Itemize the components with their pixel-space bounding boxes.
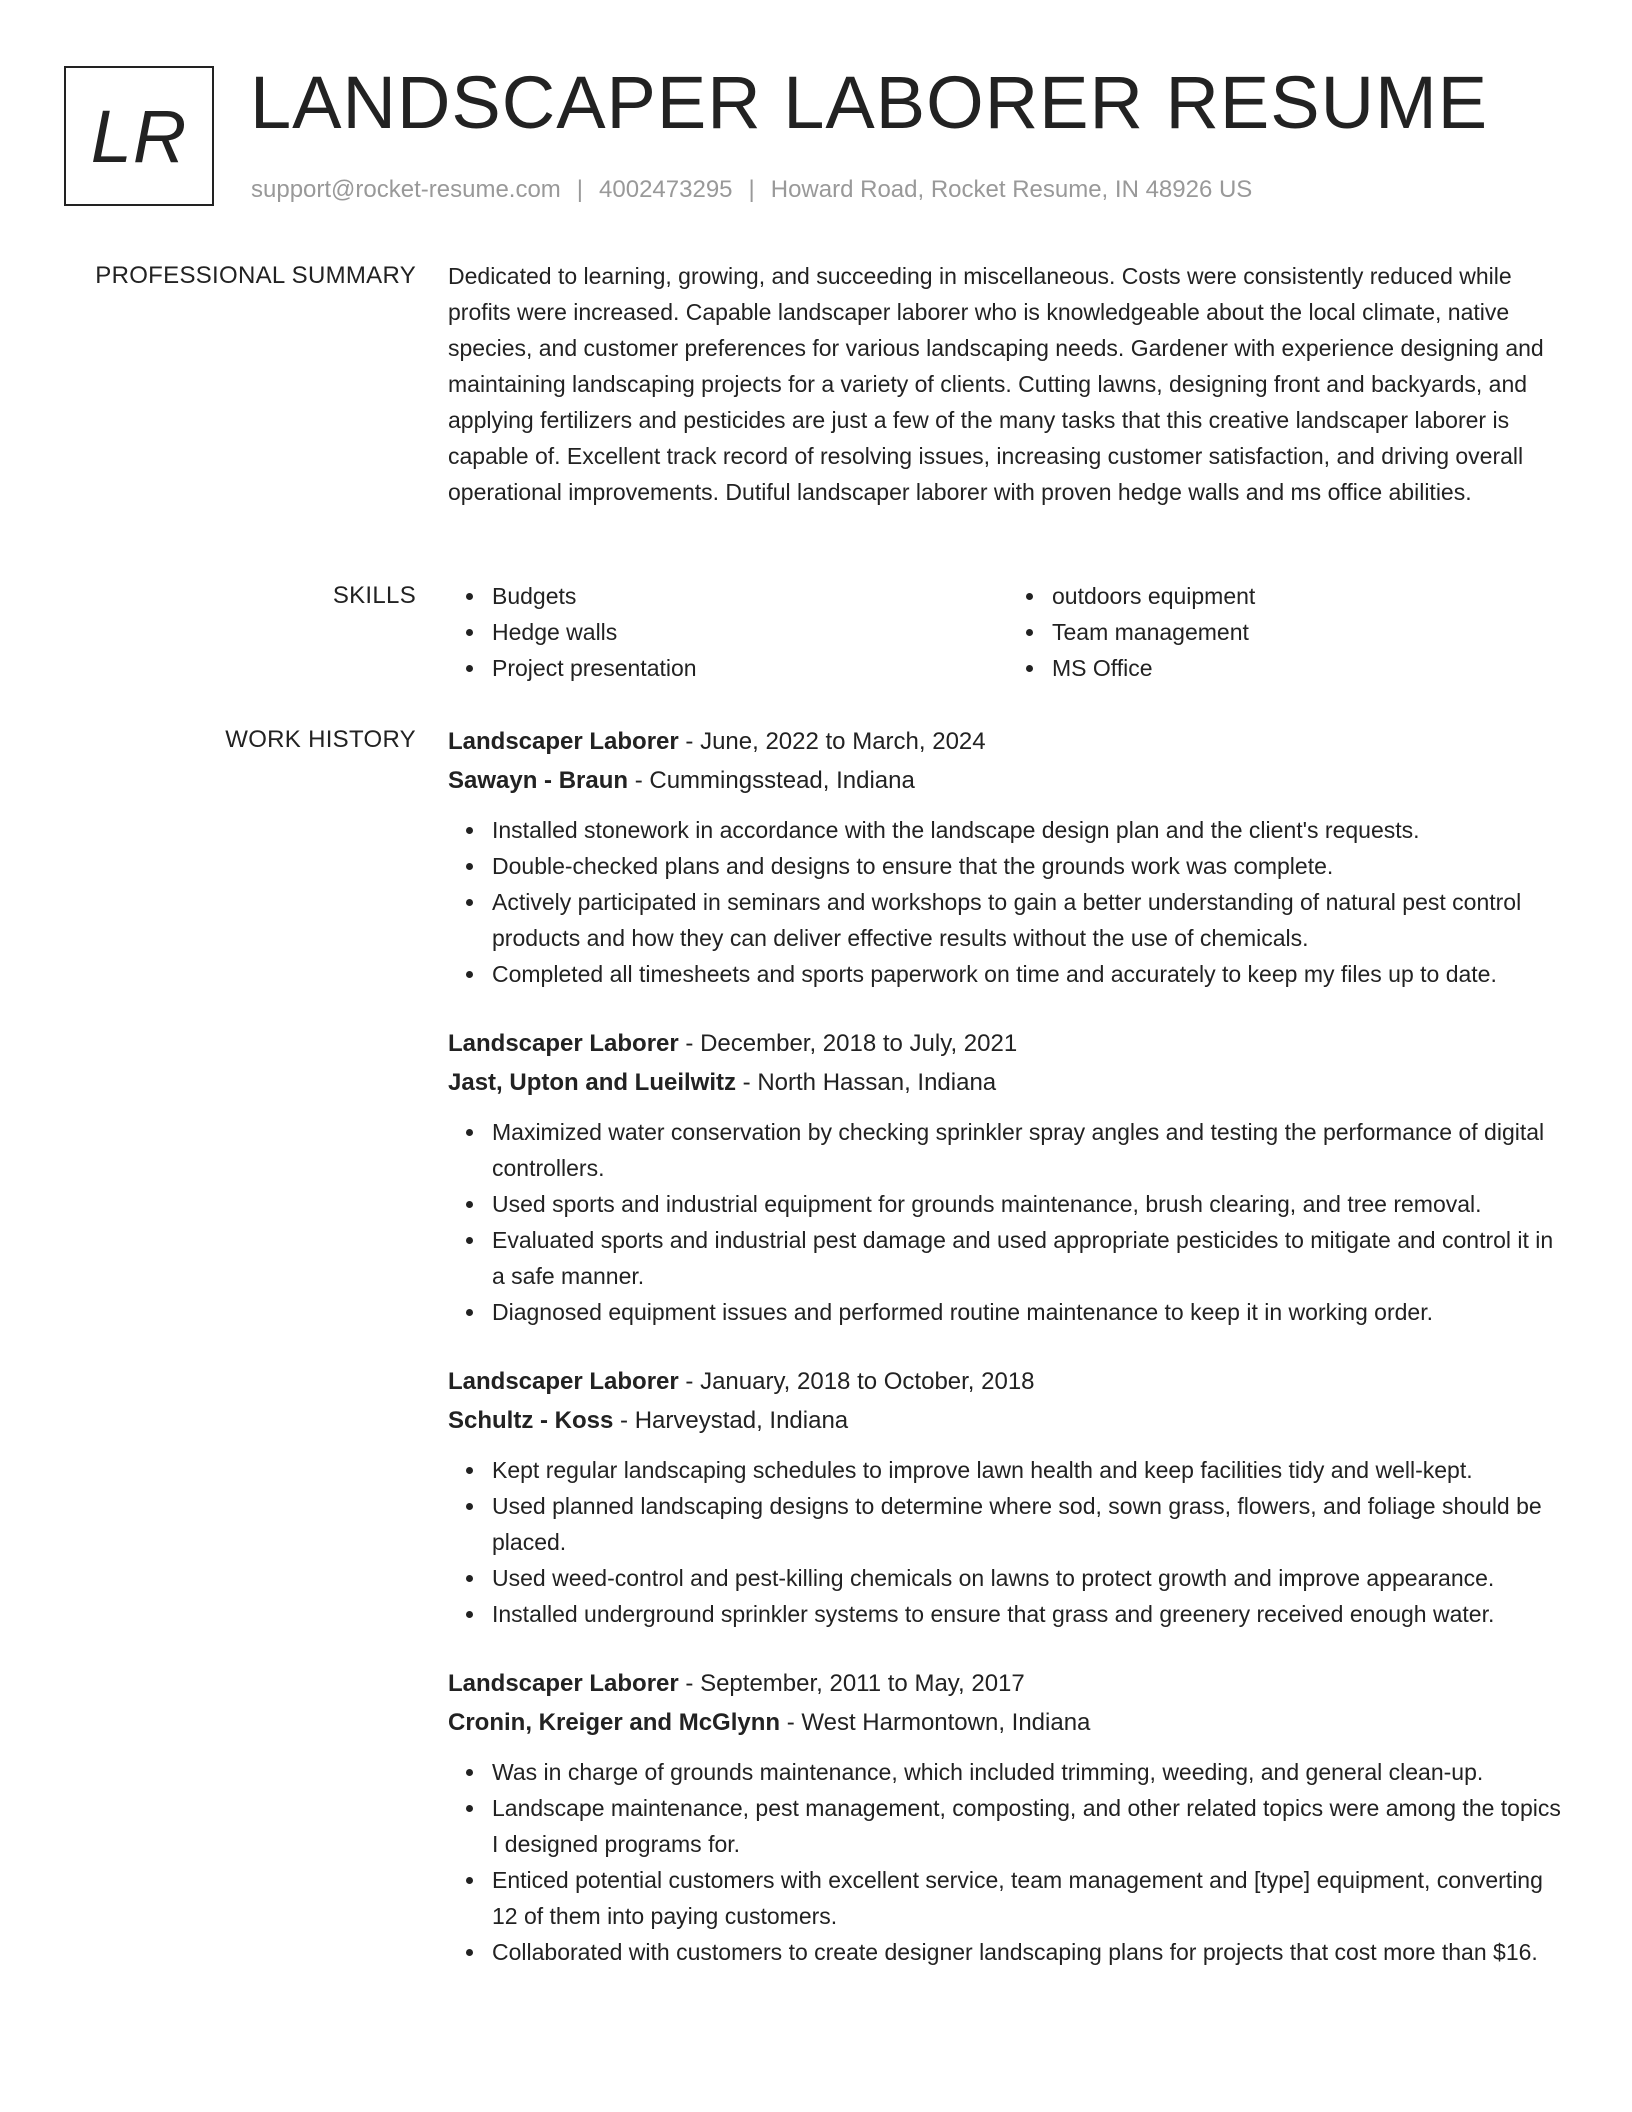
section-title-summary: PROFESSIONAL SUMMARY — [95, 262, 416, 289]
skill-item: outdoors equipment — [1052, 578, 1568, 614]
job-dates: - September, 2011 to May, 2017 — [678, 1670, 1025, 1697]
contact-line — [251, 176, 1252, 204]
job-location: - Cummingsstead, Indiana — [628, 767, 915, 794]
job-bullet: Enticed potential customers with excellent service, team management and [type] equipment, converting 12 of them into paying customers. — [492, 1862, 1568, 1934]
job-company: Jast, Upton and Lueilwitz — [448, 1069, 737, 1096]
contact-separator: | — [748, 176, 755, 203]
job-bullets — [448, 1754, 1568, 1970]
summary-text: Dedicated to learning, growing, and succeeding in miscellaneous. Costs were consistently reduced while profits were increased. Capable landscaper laborer who is knowledgeable about the local climate, native species, and customer preferences for various landscaping needs. Gardener with experience designing and maintaining landscaping projects for a variety of clients. Cutting lawns, designing front and backyards, and applying fertilizers and pesticides are just a few of the many tasks that this creative landscaper laborer is capable of. Excellent track record of resolving issues, increasing customer satisfaction, and driving overall operational improvements. Dutiful landscaper laborer with proven hedge walls and ms office abilities. — [448, 263, 1544, 505]
job-dates: - December, 2018 to July, 2021 — [678, 1030, 1018, 1057]
job-role: Landscaper Laborer — [448, 1030, 679, 1057]
job-entry — [448, 1664, 1568, 1970]
skills-list — [448, 578, 1568, 686]
skills-column-left — [448, 578, 1008, 686]
job-bullet: Used weed-control and pest-killing chemicals on lawns to protect growth and improve appearance. — [492, 1560, 1568, 1596]
job-title-line — [448, 1664, 1568, 1703]
monogram-logo: LR — [64, 66, 214, 206]
contact-phone[interactable]: 4002473295 — [599, 176, 733, 203]
contact-separator: | — [576, 176, 584, 203]
skill-item: Team management — [1052, 614, 1568, 650]
skill-item: MS Office — [1052, 650, 1568, 686]
job-bullets — [448, 812, 1568, 992]
job-title-line — [448, 722, 1568, 761]
section-title-work: WORK HISTORY — [225, 726, 416, 753]
job-bullet: Kept regular landscaping schedules to improve lawn health and keep facilities tidy and well-kept. — [492, 1452, 1568, 1488]
job-role: Landscaper Laborer — [448, 1670, 679, 1697]
job-bullet: Installed underground sprinkler systems to ensure that grass and greenery received enough water. — [492, 1596, 1568, 1632]
job-location: - North Hassan, Indiana — [736, 1069, 997, 1096]
job-location: - West Harmontown, Indiana — [780, 1709, 1091, 1736]
contact-email[interactable]: support@rocket-resume.com — [251, 176, 561, 203]
job-company: Sawayn - Braun — [448, 767, 629, 794]
contact-address: Howard Road, Rocket Resume, IN 48926 US — [770, 176, 1253, 203]
job-bullet: Diagnosed equipment issues and performed routine maintenance to keep it in working order. — [492, 1294, 1568, 1330]
skill-item: Budgets — [492, 578, 1008, 614]
job-company-line — [448, 1063, 1568, 1102]
job-entry — [448, 1362, 1568, 1632]
job-company-line — [448, 1703, 1568, 1742]
section-title-skills: SKILLS — [332, 582, 416, 609]
job-entry — [448, 722, 1568, 992]
job-company-line — [448, 1401, 1568, 1440]
job-dates: - June, 2022 to March, 2024 — [678, 728, 986, 755]
job-bullet: Maximized water conservation by checking sprinkler spray angles and testing the performance of digital controllers. — [492, 1114, 1568, 1186]
job-bullet: Completed all timesheets and sports paperwork on time and accurately to keep my files up to date. — [492, 956, 1568, 992]
job-bullet: Was in charge of grounds maintenance, which included trimming, weeding, and general clean-up. — [492, 1754, 1568, 1790]
job-bullet: Used sports and industrial equipment for grounds maintenance, brush clearing, and tree removal. — [492, 1186, 1568, 1222]
job-company-line — [448, 761, 1568, 800]
skill-item: Hedge walls — [492, 614, 1008, 650]
resume-title: LANDSCAPER LABORER RESUME — [250, 61, 1489, 144]
job-location: - Harveystad, Indiana — [613, 1407, 849, 1434]
work-history-list — [448, 722, 1568, 2002]
skill-item: Project presentation — [492, 650, 1008, 686]
job-bullets — [448, 1114, 1568, 1330]
job-title-line — [448, 1362, 1568, 1401]
job-bullets — [448, 1452, 1568, 1632]
job-bullet: Actively participated in seminars and workshops to gain a better understanding of natural pest control products and how they can deliver effective results without the use of chemicals. — [492, 884, 1568, 956]
job-company: Cronin, Kreiger and McGlynn — [448, 1709, 781, 1736]
job-bullet: Double-checked plans and designs to ensure that the grounds work was complete. — [492, 848, 1568, 884]
job-bullet: Installed stonework in accordance with the landscape design plan and the client's requests. — [492, 812, 1568, 848]
job-role: Landscaper Laborer — [448, 728, 679, 755]
job-entry — [448, 1024, 1568, 1330]
job-role: Landscaper Laborer — [448, 1368, 679, 1395]
job-bullet: Evaluated sports and industrial pest damage and used appropriate pesticides to mitigate and control it in a safe manner. — [492, 1222, 1568, 1294]
job-company: Schultz - Koss — [448, 1407, 614, 1434]
skills-column-right — [1008, 578, 1568, 686]
job-title-line — [448, 1024, 1568, 1063]
job-bullet: Collaborated with customers to create designer landscaping plans for projects that cost more than $16. — [492, 1934, 1568, 1970]
job-dates: - January, 2018 to October, 2018 — [678, 1368, 1035, 1395]
job-bullet: Landscape maintenance, pest management, composting, and other related topics were among the topics I designed programs for. — [492, 1790, 1568, 1862]
job-bullet: Used planned landscaping designs to determine where sod, sown grass, flowers, and foliage should be placed. — [492, 1488, 1568, 1560]
